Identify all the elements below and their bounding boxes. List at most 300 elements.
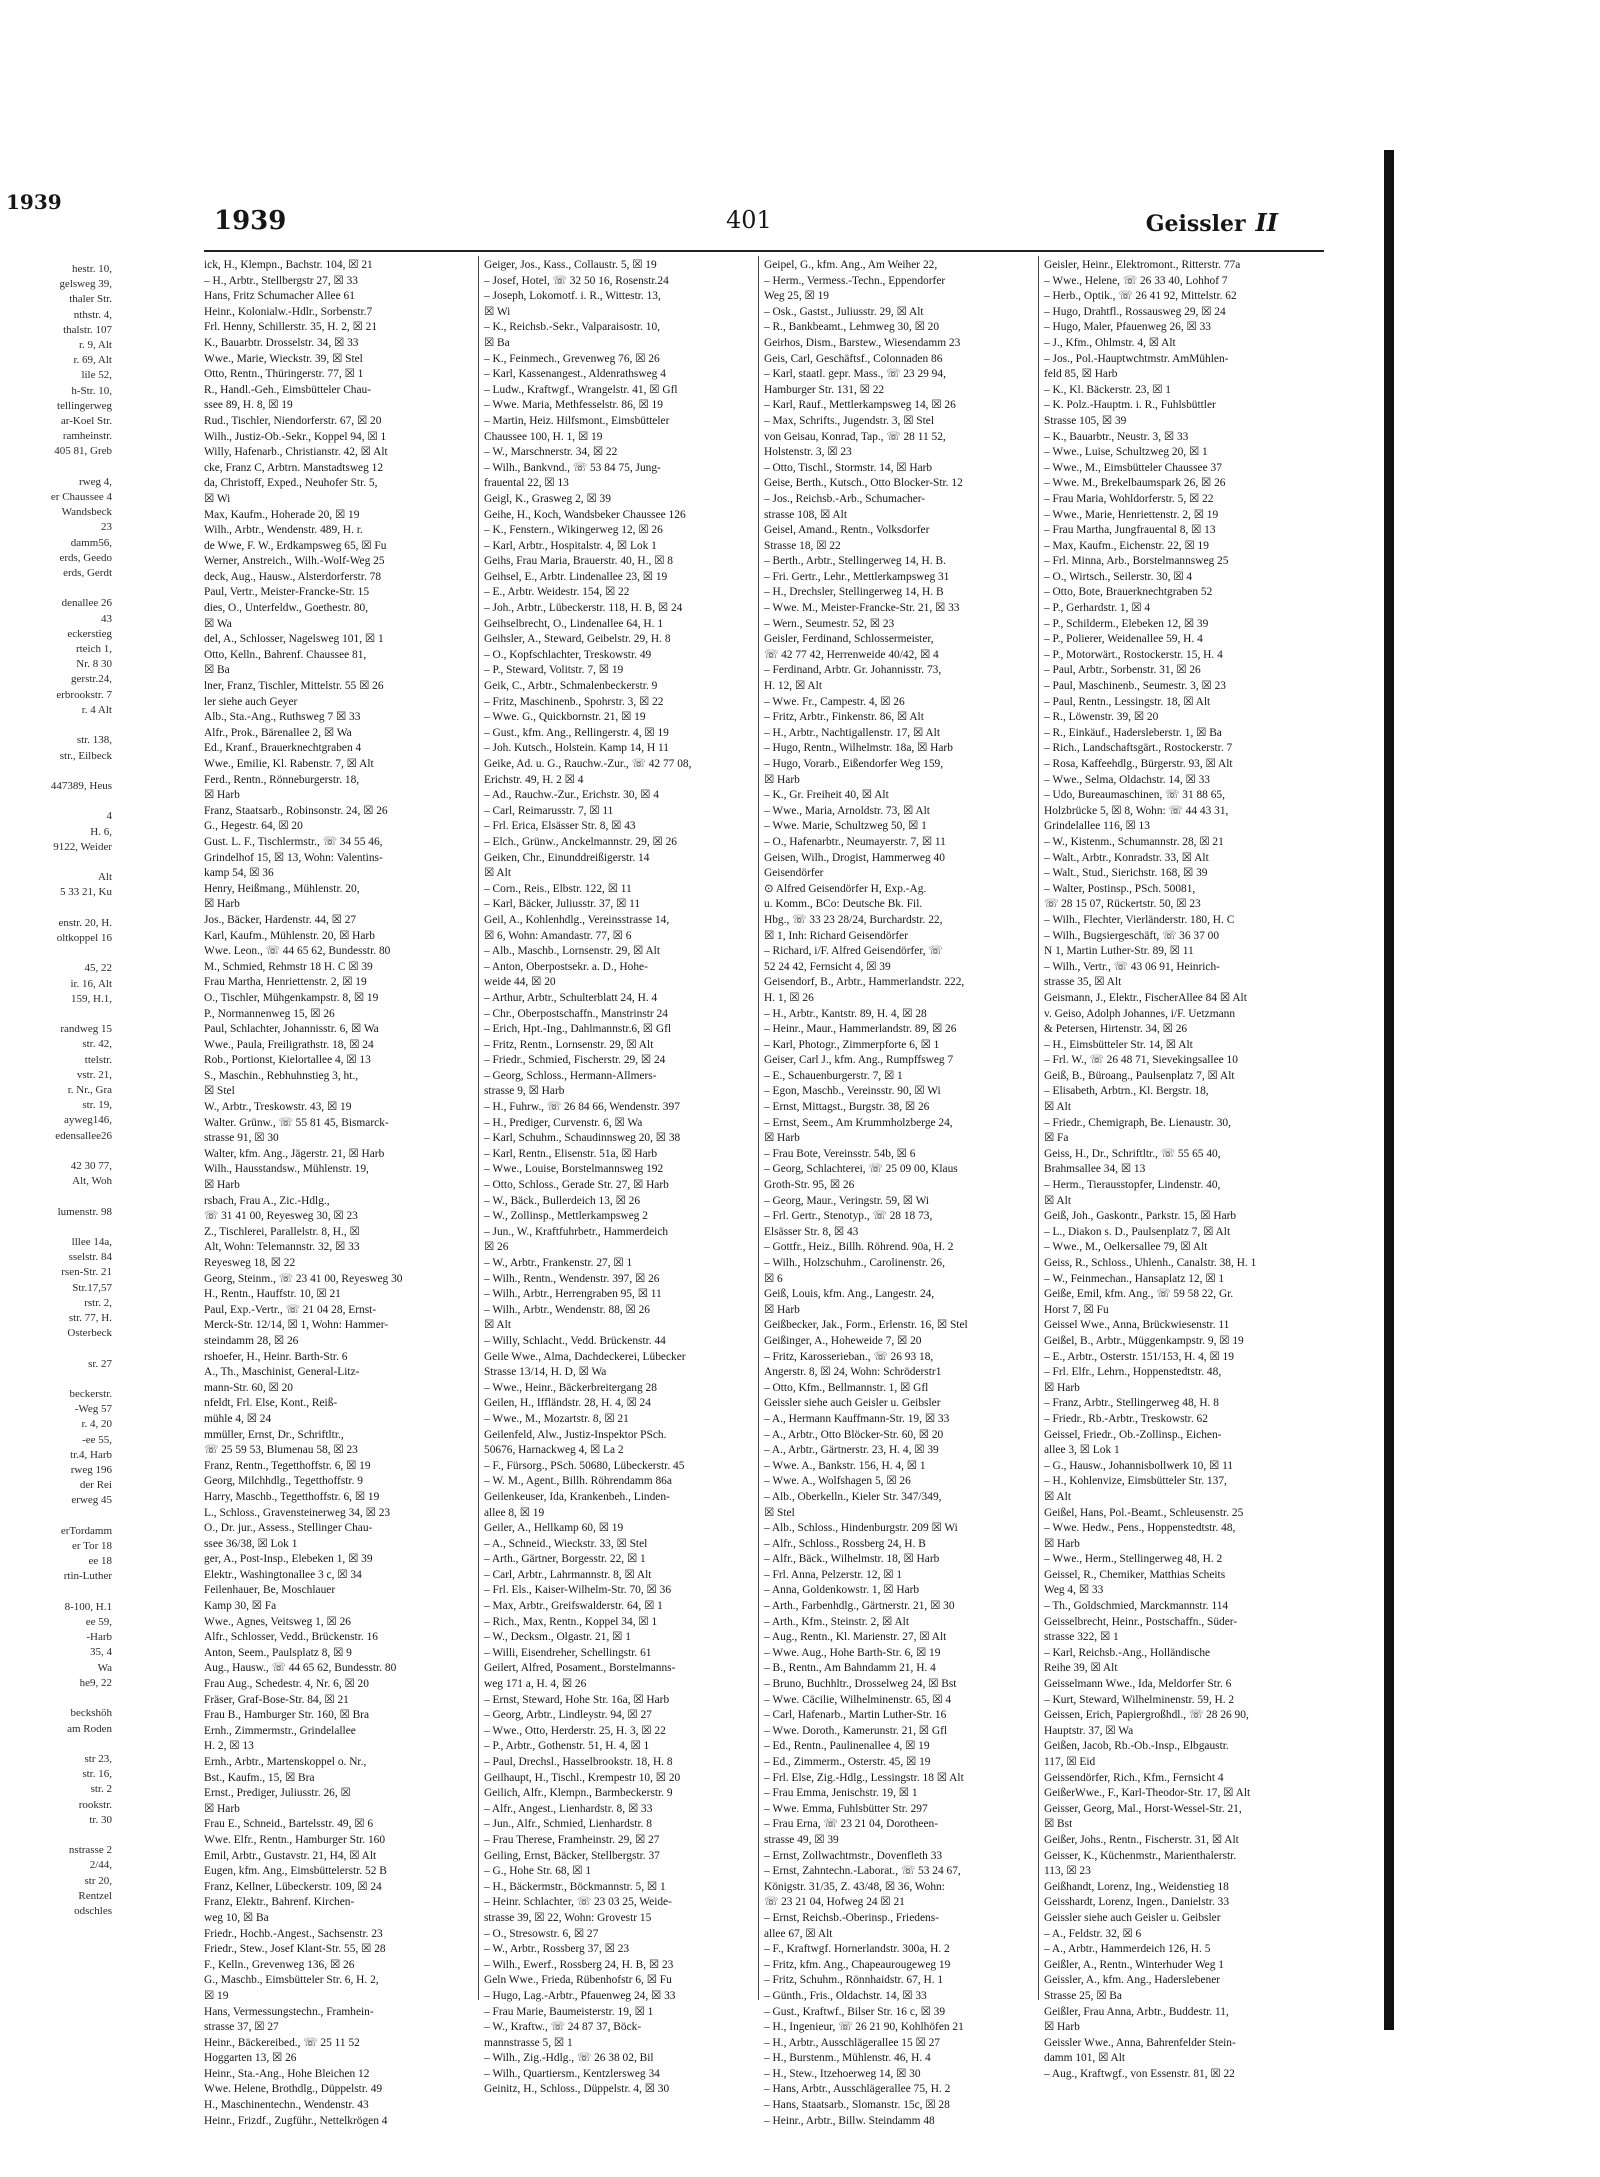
left-page-line: ir. 16, Alt	[70, 977, 112, 990]
directory-entry-line: – K., Feinmech., Grevenweg 76, ☒ 26	[484, 352, 660, 365]
left-page-line: er Chaussee 4	[50, 491, 112, 504]
directory-entry-line: Geiße, Emil, kfm. Ang., ☏ 59 58 22, Gr.	[1044, 1288, 1234, 1301]
directory-entry-line: – Carl, Arbtr., Lahrmannstr. 8, ☒ Alt	[484, 1568, 652, 1581]
directory-entry-line: W., Arbtr., Treskowstr. 43, ☒ 19	[204, 1101, 352, 1114]
left-page-line: str. 77, H.	[68, 1312, 112, 1325]
directory-entry-line: Hbg., ☏ 33 23 28/24, Burchardstr. 22,	[764, 913, 943, 926]
directory-entry-line: – Josef, Hotel, ☏ 32 50 16, Rosenstr.24	[484, 274, 669, 287]
directory-entry-line: – Ferdinand, Arbtr. Gr. Johannisstr. 73,	[764, 664, 942, 677]
left-page-line: der Rei	[79, 1479, 112, 1492]
directory-entry-line: – Wwe., Selma, Oldachstr. 14, ☒ 33	[1044, 773, 1210, 786]
directory-entry-line: – Max, Kaufm., Eichenstr. 22, ☒ 19	[1044, 539, 1209, 552]
directory-entry-line: Hamburger Str. 131, ☒ 22	[764, 383, 885, 396]
directory-entry-line: Geißbecker, Jak., Form., Erlenstr. 16, ☒ Stel	[764, 1319, 968, 1332]
directory-entry-line: – Wwe., M., Oelkersallee 79, ☒ Alt	[1044, 1241, 1208, 1254]
directory-entry-line: – H., Ingenieur, ☏ 26 21 90, Kohlhöfen 21	[764, 2021, 964, 2034]
directory-entry-line: – A., Schneid., Wieckstr. 33, ☒ Stel	[484, 1537, 648, 1550]
directory-entry-line: Geisselmann Wwe., Ida, Meldorfer Str. 6	[1044, 1678, 1232, 1691]
left-page-line: r. 69, Alt	[73, 354, 112, 367]
directory-entry-line: Geisendorf, B., Arbtr., Hammerlandstr. 222,	[764, 976, 965, 989]
directory-entry-line: – Arth., Kfm., Steinstr. 2, ☒ Alt	[764, 1615, 910, 1628]
directory-entry-line: – Ernst, Seem., Am Krummholzberge 24,	[764, 1116, 953, 1129]
directory-entry-line: – Hans, Arbtr., Ausschlägerallee 75, H. 2	[764, 2083, 951, 2096]
directory-entry-line: mühle 4, ☒ 24	[204, 1412, 272, 1425]
directory-entry-line: – Arth., Farbenhdlg., Gärtnerstr. 21, ☒ 30	[764, 1600, 955, 1613]
directory-entry-line: – W., Marschnerstr. 34, ☒ 22	[484, 446, 618, 459]
directory-entry-line: – Franz, Arbtr., Stellingerweg 48, H. 8	[1044, 1397, 1219, 1410]
directory-entry-line: ☒ Harb	[204, 789, 240, 802]
directory-entry-line: & Petersen, Hirtenstr. 34, ☒ 26	[1044, 1023, 1188, 1036]
directory-entry-line: 52 24 42, Fernsicht 4, ☒ 39	[764, 960, 891, 973]
directory-entry-line: – Paul, Drechsl., Hasselbrookstr. 18, H. 8	[484, 1756, 673, 1768]
left-page-line: 2/44,	[89, 1859, 112, 1872]
directory-entry-line: – H., Burstenm., Mühlenstr. 46, H. 4	[764, 2052, 931, 2065]
directory-entry-line: damm 101, ☒ Alt	[1044, 2052, 1126, 2065]
directory-entry-line: – F., Fürsorg., PSch. 50680, Lübeckerstr. 45	[484, 1459, 685, 1472]
directory-entry-line: – Alfr., Schloss., Rossberg 24, H. B	[764, 1537, 926, 1550]
directory-entry-line: Geissel, Friedr., Ob.-Zollinsp., Eichen-	[1044, 1428, 1222, 1441]
left-page-year: 1939	[6, 190, 62, 214]
page-number: 401	[726, 206, 772, 234]
directory-entry-line: Geiger, Jos., Kass., Collaustr. 5, ☒ 19	[484, 259, 657, 271]
directory-entry-line: – Herm., Tierausstopfer, Lindenstr. 40,	[1044, 1179, 1221, 1192]
directory-entry-line: O., Tischler, Mühgenkampstr. 8, ☒ 19	[204, 991, 379, 1004]
directory-entry-line: GeißerWwe., F., Karl-Theodor-Str. 17, ☒ Alt	[1044, 1787, 1251, 1800]
directory-entry-line: ☒ Alt	[1044, 1101, 1071, 1114]
directory-entry-line: – A., Feldstr. 32, ☒ 6	[1044, 1927, 1142, 1940]
directory-entry-line: – Jos., Pol.-Hauptwchtmstr. AmMühlen-	[1044, 352, 1229, 365]
directory-entry-line: L., Schloss., Gravensteinerweg 34, ☒ 23	[204, 1506, 391, 1519]
directory-entry-line: Geiler, A., Hellkamp 60, ☒ 19	[484, 1522, 624, 1535]
directory-entry-line: – H., Kohlenvize, Eimsbütteler Str. 137,	[1044, 1475, 1227, 1488]
left-page-line: 5 33 21, Ku	[60, 886, 112, 899]
directory-column-4	[1044, 258, 1308, 2080]
directory-entry-line: – Aug., Rentn., Kl. Marienstr. 27, ☒ Alt	[764, 1631, 947, 1644]
directory-entry-line: ☒ 1, Inh: Richard Geisendörfer	[764, 929, 909, 942]
directory-entry-line: – Friedr., Schmied, Fischerstr. 29, ☒ 24	[484, 1054, 666, 1067]
directory-entry-line: – Karl, Rauf., Mettlerkampsweg 14, ☒ 26	[764, 399, 956, 412]
left-page-line: tr.4, Harb	[70, 1448, 112, 1461]
directory-entry-line: Geiß, B., Büroang., Paulsenplatz 7, ☒ Alt	[1044, 1069, 1235, 1082]
directory-entry-line: del, A., Schlosser, Nagelsweg 101, ☒ 1	[204, 633, 384, 646]
directory-entry-line: Henry, Heißmang., Mühlenstr. 20,	[204, 882, 360, 895]
directory-entry-line: – Frau Erna, ☏ 23 21 04, Dorotheen-	[764, 1818, 938, 1831]
directory-entry-line: G., Maschb., Eimsbütteler Str. 6, H. 2,	[204, 1974, 379, 1987]
directory-entry-line: – W., Zollinsp., Mettlerkampsweg 2	[484, 1210, 648, 1223]
directory-entry-line: ler siehe auch Geyer	[204, 695, 298, 708]
directory-entry-line: ☒ Bst	[1044, 1818, 1073, 1831]
directory-entry-line: Geiser, Carl J., kfm. Ang., Rumpffsweg 7	[764, 1054, 954, 1067]
directory-entry-line: – H., Arbtr., Stellbergstr 27, ☒ 33	[204, 274, 358, 287]
directory-entry-line: ☏ 28 15 07, Rückertstr. 50, ☒ 23	[1044, 898, 1201, 911]
directory-entry-line: – Ed., Rentn., Paulinenallee 4, ☒ 19	[764, 1740, 930, 1753]
directory-entry-line: – Karl, Rentn., Elisenstr. 51a, ☒ Harb	[484, 1147, 658, 1160]
left-page-line: erTordamm	[60, 1524, 112, 1537]
left-page-line: r. 9, Alt	[78, 339, 112, 352]
directory-entry-line: Anton, Seem., Paulsplatz 8, ☒ 9	[204, 1646, 352, 1659]
directory-entry-line: ☒ Harb	[764, 1132, 800, 1145]
left-page-line: am Roden	[67, 1722, 112, 1735]
directory-entry-line: strasse 9, ☒ Harb	[484, 1085, 565, 1098]
directory-entry-line: Frau E., Schneid., Bartelsstr. 49, ☒ 6	[204, 1818, 374, 1831]
directory-entry-line: – H., Drechsler, Stellingerweg 14, H. B	[764, 586, 944, 599]
directory-entry-line: Geissen, Erich, Papiergroßhdl., ☏ 28 26 90,	[1044, 1709, 1249, 1722]
left-page-line: ar-Koel Str.	[60, 415, 112, 428]
directory-entry-line: – A., Arbtr., Otto Blöcker-Str. 60, ☒ 20	[764, 1428, 944, 1441]
left-page-line: eckerstieg	[67, 627, 112, 640]
directory-entry-line: weg 10, ☒ Ba	[204, 1911, 269, 1924]
directory-entry-line: Groth-Str. 95, ☒ 26	[764, 1179, 855, 1192]
left-page-line: er Tor 18	[72, 1540, 112, 1553]
directory-entry-line: Geißer, Johs., Rentn., Fischerstr. 31, ☒ Alt	[1044, 1833, 1239, 1846]
directory-entry-line: Hans, Vermessungstechn., Framhein-	[204, 2005, 374, 2018]
directory-entry-line: – Gust., kfm. Ang., Rellingerstr. 4, ☒ 19	[484, 726, 669, 739]
directory-entry-line: – Wwe., Maria, Arnoldstr. 73, ☒ Alt	[764, 804, 930, 817]
directory-entry-line: ☒ Harb	[204, 1802, 240, 1815]
directory-entry-line: allee 8, ☒ 19	[484, 1506, 545, 1519]
left-page-line: Osterbeck	[67, 1327, 112, 1340]
directory-entry-line: deck, Aug., Hausw., Alsterdorferstr. 78	[204, 570, 382, 583]
left-page-line: h-Str. 10,	[71, 384, 112, 397]
directory-entry-line: – Wilh., Vertr., ☏ 43 06 91, Heinrich-	[1044, 960, 1220, 973]
directory-entry-line: von Geisau, Konrad, Tap., ☏ 28 11 52,	[764, 430, 946, 443]
directory-entry-line: – Ernst, Steward, Hohe Str. 16a, ☒ Harb	[484, 1693, 670, 1706]
left-page-line: odschles	[74, 1904, 112, 1917]
directory-entry-line: Friedr., Stew., Josef Klant-Str. 55, ☒ 28	[204, 1943, 386, 1956]
directory-entry-line: Geigl, K., Grasweg 2, ☒ 39	[484, 492, 611, 505]
directory-entry-line: strasse 91, ☒ 30	[204, 1132, 279, 1145]
directory-entry-line: – Berth., Arbtr., Stellingerweg 14, H. B.	[764, 555, 946, 568]
directory-entry-line: – W., Kistenm., Schumannstr. 28, ☒ 21	[1044, 835, 1224, 848]
directory-entry-line: – Gust., Kraftwf., Bilser Str. 16 c, ☒ 39	[764, 2005, 946, 2018]
directory-entry-line: Chaussee 100, H. 1, ☒ 19	[484, 430, 603, 443]
directory-entry-line: – H., Arbtr., Nachtigallenstr. 17, ☒ Alt	[764, 726, 940, 739]
directory-entry-line: – Otto, Tischl., Stormstr. 14, ☒ Harb	[764, 461, 933, 474]
directory-entry-line: Strasse 25, ☒ Ba	[1044, 1989, 1122, 2002]
directory-entry-line: Ernh., Arbtr., Martenskoppel o. Nr.,	[204, 1756, 367, 1768]
directory-entry-line: Merck-Str. 12/14, ☒ 1, Wohn: Hammer-	[204, 1319, 389, 1332]
directory-entry-line: Emil, Arbtr., Gustavstr. 21, H4, ☒ Alt	[204, 1849, 377, 1862]
directory-entry-line: ☒ 6, Wohn: Amandastr. 77, ☒ 6	[484, 929, 632, 942]
directory-entry-line: Geißinger, A., Hoheweide 7, ☒ 20	[764, 1334, 922, 1347]
directory-entry-line: H. 12, ☒ Alt	[764, 680, 822, 693]
directory-entry-line: – Ernst, Zahntechn.-Laborat., ☏ 53 24 67,	[764, 1865, 961, 1878]
directory-entry-line: Georg, Steinm., ☏ 23 41 00, Reyesweg 30	[204, 1272, 403, 1285]
directory-entry-line: – Richard, i/F. Alfred Geisendörfer, ☏	[764, 945, 943, 958]
directory-entry-line: – Günth., Fris., Oldachstr. 14, ☒ 33	[764, 1989, 927, 2002]
directory-entry-line: Eugen, kfm. Ang., Eimsbüttelerstr. 52 B	[204, 1865, 387, 1878]
directory-entry-line: Walter. Grünw., ☏ 55 81 45, Bismarck-	[204, 1116, 389, 1129]
directory-entry-line: – G., Hohe Str. 68, ☒ 1	[484, 1865, 592, 1878]
directory-entry-line: Rob., Portionst, Kielortallee 4, ☒ 13	[204, 1054, 371, 1067]
left-page-line: 43	[101, 612, 112, 625]
directory-entry-line: – Frau Emma, Jenischstr. 19, ☒ 1	[764, 1787, 918, 1800]
left-page-line	[0, 794, 120, 809]
directory-entry-line: – Ad., Rauchw.-Zur., Erichstr. 30, ☒ 4	[484, 789, 659, 802]
directory-entry-line: – Osk., Gastst., Juliusstr. 29, ☒ Alt	[764, 305, 924, 318]
directory-entry-line: feld 85, ☒ Harb	[1044, 368, 1118, 381]
directory-entry-line: – Martin, Heiz. Hilfsmont., Eimsbütteler	[484, 414, 670, 427]
directory-entry-line: – Paul, Rentn., Lessingstr. 18, ☒ Alt	[1044, 695, 1211, 708]
directory-entry-line: – Walt., Stud., Sierichstr. 168, ☒ 39	[1044, 867, 1208, 880]
directory-entry-line: – O., Stresowstr. 6, ☒ 27	[484, 1927, 599, 1940]
directory-entry-line: Max, Kaufm., Hoherade 20, ☒ 19	[204, 508, 360, 521]
directory-entry-line: ☒ Harb	[1044, 2021, 1080, 2034]
directory-entry-line: – Wilh., Bugsiergeschäft, ☏ 36 37 00	[1044, 929, 1220, 942]
directory-entry-line: ☒ 19	[204, 1989, 229, 2002]
left-page-line: str 20,	[84, 1874, 112, 1887]
directory-entry-line: – Frl. Else, Zig.-Hdlg., Lessingstr. 18 ☒ Alt	[764, 1771, 964, 1784]
directory-entry-line: – Hugo, Maler, Pfauenweg 26, ☒ 33	[1044, 321, 1211, 334]
directory-entry-line: Geilen, H., Iffländstr. 28, H. 4, ☒ 24	[484, 1397, 651, 1410]
directory-entry-line: Geisselbrecht, Heinr., Postschaffn., Süder-	[1044, 1615, 1238, 1628]
directory-entry-line: Frau Aug., Schedestr. 4, Nr. 6, ☒ 20	[204, 1678, 369, 1691]
directory-entry-line: Geihe, H., Koch, Wandsbeker Chaussee 126	[484, 508, 686, 521]
directory-entry-line: – Joseph, Lokomotf. i. R., Wittestr. 13,	[484, 290, 661, 303]
directory-entry-line: Geis, Carl, Geschäftsf., Colonnaden 86	[764, 352, 943, 365]
header-rule	[204, 250, 1324, 252]
directory-entry-line: – Walter, Postinsp., PSch. 50081,	[1044, 882, 1196, 895]
directory-entry-line: Erichstr. 49, H. 2 ☒ 4	[484, 773, 584, 786]
directory-entry-line: ⊙ Alfred Geisendörfer H, Exp.-Ag.	[764, 882, 927, 895]
directory-entry-line: Franz, Rentn., Tegetthoffstr. 6, ☒ 19	[204, 1459, 371, 1472]
left-page-line: 42 30 77,	[70, 1159, 112, 1172]
left-page-line: 9122, Weider	[53, 840, 112, 853]
directory-entry-line: – W., Kraftw., ☏ 24 87 37, Böck-	[484, 2021, 642, 2034]
directory-entry-line: Grindelallee 116, ☒ 13	[1044, 820, 1150, 833]
directory-entry-line: Heinr., Bäckereibed., ☏ 25 11 52	[204, 2036, 360, 2049]
directory-entry-line: Geißhandt, Lorenz, Ing., Weidenstieg 18	[1044, 1880, 1229, 1893]
directory-entry-line: Hauptstr. 37, ☒ Wa	[1044, 1724, 1134, 1737]
directory-entry-line: – Frl. Els., Kaiser-Wilhelm-Str. 70, ☒ 36	[484, 1584, 672, 1597]
directory-entry-line: – A., Arbtr., Hammerdeich 126, H. 5	[1044, 1943, 1211, 1956]
directory-entry-line: mann-Str. 60, ☒ 20	[204, 1381, 293, 1394]
directory-entry-line: – E., Arbtr., Osterstr. 151/153, H. 4, ☒ 19	[1044, 1350, 1234, 1363]
directory-entry-line: – Jun., Alfr., Schmied, Lienhardstr. 8	[484, 1818, 652, 1831]
scanner-edge	[1384, 150, 1394, 2030]
directory-entry-line: Friedr., Hochb.-Angest., Sachsenstr. 23	[204, 1927, 383, 1940]
directory-entry-line: – Wwe. Aug., Hohe Barth-Str. 6, ☒ 19	[764, 1646, 941, 1659]
directory-entry-line: Heinr., Kolonialw.-Hdlr., Sorbenstr.7	[204, 305, 373, 318]
directory-entry-line: – E., Schauenburgerstr. 7, ☒ 1	[764, 1069, 903, 1082]
directory-entry-line: – Corn., Reis., Elbstr. 122, ☒ 11	[484, 882, 632, 895]
directory-entry-line: Paul, Schlachter, Johannisstr. 6, ☒ Wa	[204, 1023, 379, 1036]
directory-entry-line: Paul, Vertr., Meister-Francke-Str. 15	[204, 586, 370, 599]
left-page-line: erds, Gerdt	[63, 567, 112, 580]
directory-entry-line: 50676, Harnackweg 4, ☒ La 2	[484, 1444, 624, 1457]
directory-entry-line: – W., Bäck., Bullerdeich 13, ☒ 26	[484, 1194, 641, 1207]
left-page-line: 23	[101, 521, 112, 534]
left-page-line: denallee 26	[61, 597, 112, 610]
directory-entry-line: 117, ☒ Eid	[1044, 1756, 1096, 1768]
directory-entry-line: Strasse 18, ☒ 22	[764, 539, 841, 552]
directory-entry-line: Geißel, Hans, Pol.-Beamt., Schleusenstr. 25	[1044, 1506, 1244, 1519]
directory-entry-line: – Wwe. Maria, Methfesselstr. 86, ☒ 19	[484, 399, 663, 412]
directory-entry-line: Geil, A., Kohlenhdlg., Vereinsstrasse 14,	[484, 913, 670, 926]
directory-entry-line: – Karl, Bäcker, Juliusstr. 37, ☒ 11	[484, 898, 641, 911]
directory-entry-line: – Hugo, Drahtfl., Rossausweg 29, ☒ 24	[1044, 305, 1226, 318]
left-page-line	[0, 581, 120, 596]
directory-entry-line: – B., Rentn., Am Bahndamm 21, H. 4	[764, 1662, 936, 1675]
directory-entry-line: Alt, Wohn: Telemannstr. 32, ☒ 33	[204, 1241, 360, 1254]
left-page-line: rsen-Str. 21	[61, 1266, 112, 1279]
left-page-line: str. 2	[90, 1783, 112, 1796]
directory-entry-line: – Wwe. Cäcilie, Wilhelminenstr. 65, ☒ 4	[764, 1693, 952, 1706]
directory-entry-line: Rud., Tischler, Niendorferstr. 67, ☒ 20	[204, 414, 382, 427]
directory-entry-line: – K., Fenstern., Wikingerweg 12, ☒ 26	[484, 524, 663, 537]
directory-entry-line: allee 3, ☒ Lok 1	[1044, 1444, 1120, 1457]
directory-entry-line: dies, O., Unterfeldw., Goethestr. 80,	[204, 602, 369, 615]
directory-entry-line: – Udo, Bureaumaschinen, ☏ 31 88 65,	[1044, 789, 1225, 802]
directory-entry-line: strasse 322, ☒ 1	[1044, 1631, 1119, 1644]
directory-entry-line: – Willi, Eisendreher, Schellingstr. 61	[484, 1646, 652, 1659]
directory-entry-line: – Wwe. Marie, Schultzweg 50, ☒ 1	[764, 820, 927, 833]
left-page-line: Wandsbeck	[61, 506, 112, 519]
directory-entry-line: P., Normannenweg 15, ☒ 26	[204, 1007, 335, 1020]
directory-entry-line: – Jos., Reichsb.-Arb., Schumacher-	[764, 492, 926, 505]
directory-entry-line: Wwe., Agnes, Veitsweg 1, ☒ 26	[204, 1615, 351, 1628]
directory-entry-line: – Fri. Gertr., Lehr., Mettlerkampsweg 31	[764, 570, 950, 583]
directory-entry-line: Elektr., Washingtonallee 3 c, ☒ 34	[204, 1568, 362, 1581]
column-divider	[758, 256, 759, 2000]
directory-entry-line: Hans, Fritz Schumacher Allee 61	[204, 290, 355, 303]
directory-entry-line: Strasse 105, ☒ 39	[1044, 414, 1127, 427]
directory-entry-line: u. Komm., BCo: Deutsche Bk. Fil.	[764, 898, 923, 911]
directory-entry-line: Holstenstr. 3, ☒ 23	[764, 446, 852, 459]
directory-entry-line: – Wwe., Herm., Stellingerweg 48, H. 2	[1044, 1553, 1223, 1566]
directory-entry-line: Geilenfeld, Alw., Justiz-Inspektor PSch.	[484, 1428, 667, 1441]
left-page-line: oltkoppel 16	[56, 931, 112, 944]
directory-entry-line: – P., Steward, Volitstr. 7, ☒ 19	[484, 664, 624, 677]
directory-entry-line: Aug., Hausw., ☏ 44 65 62, Bundesstr. 80	[204, 1662, 397, 1675]
left-page-line: Nr. 8 30	[76, 658, 112, 671]
directory-entry-line: Geik, C., Arbtr., Schmalenbeckerstr. 9	[484, 680, 658, 693]
directory-column-1	[204, 258, 468, 2127]
directory-entry-line: – Frl. W., ☏ 26 48 71, Sievekingsallee 10	[1044, 1054, 1238, 1067]
directory-entry-line: – Otto, Bote, Brauerknechtgraben 52	[1044, 586, 1213, 599]
directory-entry-line: Wwe. Helene, Brothdlg., Düppelstr. 49	[204, 2083, 383, 2096]
left-page-line: str. 42,	[82, 1038, 112, 1051]
directory-entry-line: ☒ Harb	[764, 1303, 800, 1316]
left-page-line: 4	[106, 810, 112, 823]
directory-entry-line: – Hugo, Rentn., Wilhelmstr. 18a, ☒ Harb	[764, 742, 953, 755]
directory-entry-line: – R., Bankbeamt., Lehmweg 30, ☒ 20	[764, 321, 940, 334]
directory-entry-line: ☒ Alt	[484, 867, 511, 880]
directory-entry-line: Geisser, K., Küchenmstr., Marienthalerstr.	[1044, 1849, 1237, 1862]
directory-entry-line: Otto, Rentn., Thüringerstr. 77, ☒ 1	[204, 368, 364, 381]
left-page-line: ttelstr.	[84, 1053, 112, 1066]
directory-entry-line: ☒ Harb	[204, 1179, 240, 1192]
directory-entry-line: Z., Tischlerei, Parallelstr. 8, H., ☒	[204, 1225, 360, 1238]
directory-entry-line: Geismann, J., Elektr., FischerAllee 84 ☒ Alt	[1044, 991, 1247, 1004]
directory-entry-line: Geln Wwe., Frieda, Rübenhofstr 6, ☒ Fu	[484, 1974, 672, 1987]
directory-entry-line: K., Bauarbtr. Drosselstr. 34, ☒ 33	[204, 336, 359, 349]
left-page-line: rookstr.	[78, 1798, 112, 1811]
directory-entry-line: – L., Diakon s. D., Paulsenplatz 7, ☒ Alt	[1044, 1225, 1231, 1238]
directory-entry-line: – P., Polierer, Weidenallee 59, H. 4	[1044, 633, 1203, 646]
directory-entry-line: Weg 4, ☒ 33	[1044, 1584, 1104, 1597]
directory-entry-line: Wwe., Marie, Wieckstr. 39, ☒ Stel	[204, 352, 363, 365]
directory-entry-line: Geiß, Louis, kfm. Ang., Langestr. 24,	[764, 1288, 935, 1301]
directory-entry-line: Geilhaupt, H., Tischl., Krempestr 10, ☒ 20	[484, 1771, 681, 1784]
directory-entry-line: – H., Stew., Itzehoerweg 14, ☒ 30	[764, 2067, 921, 2080]
directory-entry-line: – Alb., Oberkelln., Kieler Str. 347/349,	[764, 1490, 942, 1503]
directory-entry-line: – Elisabeth, Arbtrn., Kl. Bergstr. 18,	[1044, 1085, 1209, 1098]
directory-entry-line: Weg 25, ☒ 19	[764, 290, 829, 303]
directory-entry-line: ☒ Ba	[204, 664, 230, 677]
directory-entry-line: – Frau Therese, Framheinstr. 29, ☒ 27	[484, 1833, 660, 1846]
directory-entry-line: – A., Arbtr., Gärtnerstr. 23, H. 4, ☒ 39	[764, 1444, 939, 1457]
directory-entry-line: Geiling, Ernst, Bäcker, Stellbergstr. 37	[484, 1849, 660, 1862]
directory-entry-line: – Alb., Schloss., Hindenburgstr. 209 ☒ Wi	[764, 1522, 958, 1535]
left-page-line: -Harb	[86, 1631, 112, 1644]
directory-entry-line: – Wwe. A., Wolfshagen 5, ☒ 26	[764, 1475, 911, 1488]
directory-entry-line: H., Maschinentechn., Wendenstr. 43	[204, 2099, 369, 2112]
directory-entry-line: 113, ☒ 23	[1044, 1865, 1091, 1878]
directory-entry-line: – Frau Marie, Baumeisterstr. 19, ☒ 1	[484, 2005, 654, 2018]
directory-entry-line: – Arth., Gärtner, Borgesstr. 22, ☒ 1	[484, 1553, 646, 1566]
directory-entry-line: Ferd., Rentn., Rönneburgerstr. 18,	[204, 773, 360, 786]
directory-entry-line: – Kurt, Steward, Wilhelminenstr. 59, H. 2	[1044, 1693, 1235, 1706]
directory-entry-line: Geinitz, H., Schloss., Düppelstr. 4, ☒ 30	[484, 2083, 670, 2096]
directory-entry-line: Franz, Kellner, Lübeckerstr. 109, ☒ 24	[204, 1880, 382, 1893]
directory-entry-line: – Wilh., Zig.-Hdlg., ☏ 26 38 02, Bil	[484, 2052, 654, 2065]
directory-entry-line: Geilenkeuser, Ida, Krankenbeh., Linden-	[484, 1490, 670, 1503]
left-page-line: damm56,	[70, 536, 112, 549]
directory-entry-line: Geiß, Joh., Gaskontr., Parkstr. 15, ☒ Harb	[1044, 1210, 1237, 1223]
directory-entry-line: – Ernst, Zollwachtmstr., Dovenfleth 33	[764, 1849, 943, 1862]
directory-entry-line: – Frl. Erica, Elsässer Str. 8, ☒ 43	[484, 820, 636, 833]
directory-entry-line: Geisler, Heinr., Elektromont., Ritterstr. 77a	[1044, 259, 1241, 271]
directory-entry-line: frauental 22, ☒ 13	[484, 477, 569, 490]
directory-entry-line: – Willy, Schlacht., Vedd. Brückenstr. 44	[484, 1334, 666, 1347]
directory-entry-line: – Carl, Hafenarb., Martin Luther-Str. 16	[764, 1709, 947, 1722]
directory-entry-line: – Fritz, Schuhm., Rönnhaidstr. 67, H. 1	[764, 1974, 944, 1987]
directory-entry-line: – Walt., Arbtr., Konradstr. 33, ☒ Alt	[1044, 851, 1209, 864]
directory-entry-line: – Wwe., Louise, Borstelmannsweg 192	[484, 1163, 664, 1176]
directory-entry-line: Geisser, Georg, Mal., Horst-Wessel-Str. 21,	[1044, 1802, 1242, 1815]
directory-entry-line: – Wilh., Holzschuhm., Carolinenstr. 26,	[764, 1257, 945, 1269]
left-page-line	[0, 901, 120, 916]
directory-entry-line: – Alfr., Bäck., Wilhelmstr. 18, ☒ Harb	[764, 1553, 940, 1566]
directory-entry-line: – H., Arbtr., Ausschlägerallee 15 ☒ 27	[764, 2036, 940, 2049]
directory-entry-line: Frl. Henny, Schillerstr. 35, H. 2, ☒ 21	[204, 321, 378, 334]
directory-entry-line: Ed., Kranf., Brauerknechtgraben 4	[204, 742, 362, 755]
directory-entry-line: – O., Wirtsch., Seilerstr. 30, ☒ 4	[1044, 570, 1193, 583]
left-page-line: lllee 14a,	[71, 1236, 112, 1248]
directory-entry-line: ☒ Harb	[764, 773, 800, 786]
directory-entry-line: – Jun., W., Kraftfuhrbetr., Hammerdeich	[484, 1225, 669, 1238]
directory-entry-line: – Frau Bote, Vereinsstr. 54b, ☒ 6	[764, 1147, 916, 1160]
directory-entry-line: ☒ 6	[764, 1272, 783, 1285]
directory-entry-line: – Karl, staatl. gepr. Mass., ☏ 23 29 94,	[764, 368, 946, 381]
left-page-line: he9, 22	[79, 1676, 112, 1689]
directory-entry-line: Reyesweg 18, ☒ 22	[204, 1257, 296, 1269]
directory-entry-line: ☏ 23 21 04, Hofweg 24 ☒ 21	[764, 1896, 905, 1909]
directory-entry-line: Wwe. Elfr., Rentn., Hamburger Str. 160	[204, 1833, 386, 1846]
directory-entry-line: H. 1, ☒ 26	[764, 991, 814, 1004]
directory-entry-line: – K., Gr. Freiheit 40, ☒ Alt	[764, 789, 889, 802]
directory-entry-line: – Wwe. M., Meister-Francke-Str. 21, ☒ 33	[764, 602, 960, 615]
left-page-line: H. 6,	[90, 825, 112, 838]
directory-entry-line: ☒ Wa	[204, 617, 232, 630]
directory-entry-line: S., Maschin., Rebhuhnstieg 3, ht.,	[204, 1069, 359, 1082]
left-page-line: rteich 1,	[75, 643, 112, 656]
directory-entry-line: – Erich, Hpt.-Ing., Dahlmannstr.6, ☒ Gfl	[484, 1023, 672, 1036]
directory-entry-line: Bst., Kaufm., 15, ☒ Bra	[204, 1771, 315, 1784]
directory-entry-line: – Wwe. Doroth., Kamerunstr. 21, ☒ Gfl	[764, 1724, 948, 1737]
directory-entry-line: Heinr., Sta.-Ang., Hohe Bleichen 12	[204, 2067, 370, 2080]
